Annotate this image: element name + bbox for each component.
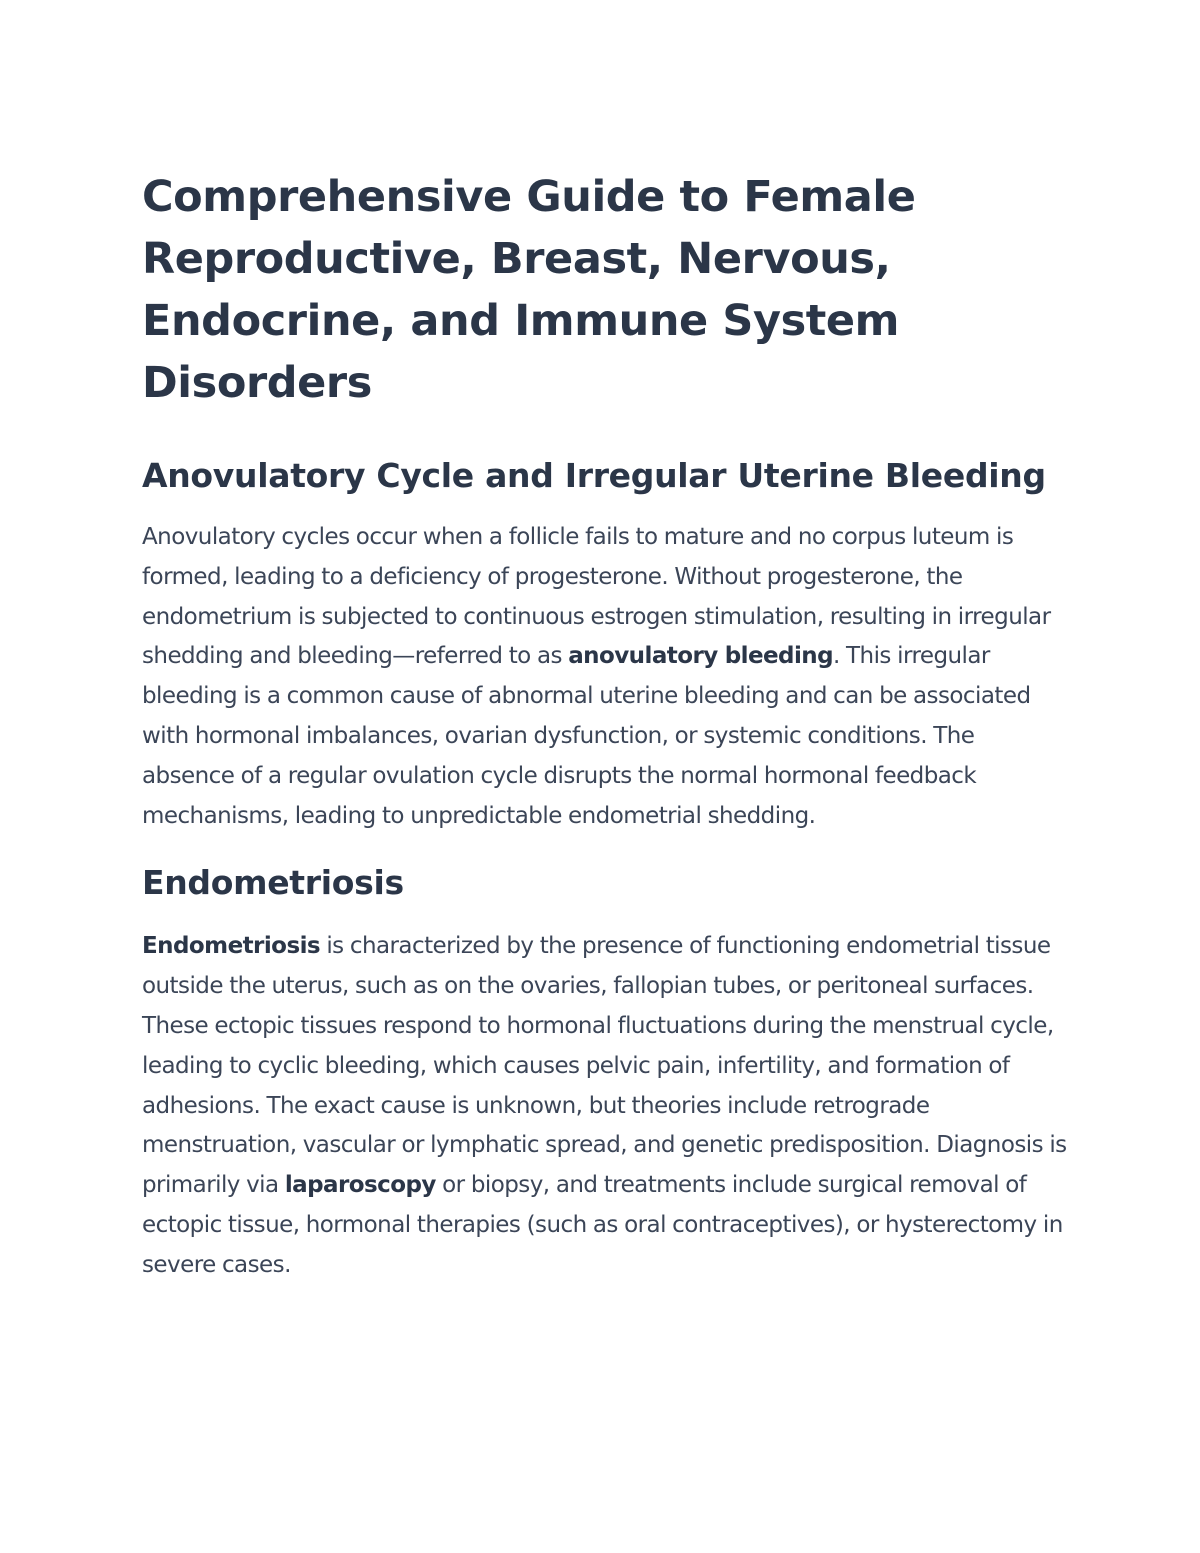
- paragraph-endometriosis: [142, 927, 1070, 1285]
- section-anovulatory-cycle: [142, 454, 1070, 836]
- paragraph-text: . This irregular bleeding is a common cause of abnormal uterine bleeding and can be associated with hormonal imbalances, ovarian dysfunction, or systemic conditions. The absence of a regular ovulation cycle disrupts the normal hormonal feedback mechanisms, leading to unpredictable endometrial shedding.: [142, 643, 1031, 829]
- document-title: Comprehensive Guide to Female Reproductive, Breast, Nervous, Endocrine, and Immune System Disorders: [142, 172, 916, 408]
- paragraph-text: Anovulatory cycles occur when a follicle fails to mature and no corpus luteum is formed, leading to a deficiency of progesterone. Without progesterone, the endometrium is subjected to continuous estrogen stimulation, resulting in irregular shedding and bleeding—referred to as: [142, 524, 1051, 670]
- section-endometriosis: [142, 861, 1070, 1285]
- section-heading-endometriosis: Endometriosis: [142, 863, 404, 903]
- key-term-anovulatory-bleeding: anovulatory bleeding: [568, 643, 834, 670]
- section-heading-anovulatory-cycle: Anovulatory Cycle and Irregular Uterine Bleeding: [142, 456, 1046, 495]
- key-term-laparoscopy: laparoscopy: [284, 1172, 436, 1199]
- paragraph-anovulatory-cycle: [142, 518, 1070, 836]
- paragraph-text: is characterized by the presence of functioning endometrial tissue outside the uterus, such as on the ovaries, fallopian tubes, or peritoneal surfaces. These ectopic tissues respond to hormonal fluctuations during the menstrual cycle, leading to cyclic bleeding, which causes pelvic pain, infertility, and formation of adhesions. The exact cause is unknown, but theories include retrograde menstruation, vascular or lymphatic spread, and genetic predisposition. Diagnosis is primarily via: [142, 933, 1067, 1199]
- key-term-endometriosis: Endometriosis: [142, 933, 321, 960]
- paragraph-text: or biopsy, and treatments include surgical removal of ectopic tissue, hormonal therapies (such as oral contraceptives), or hysterectomy in severe cases.: [142, 1172, 1063, 1278]
